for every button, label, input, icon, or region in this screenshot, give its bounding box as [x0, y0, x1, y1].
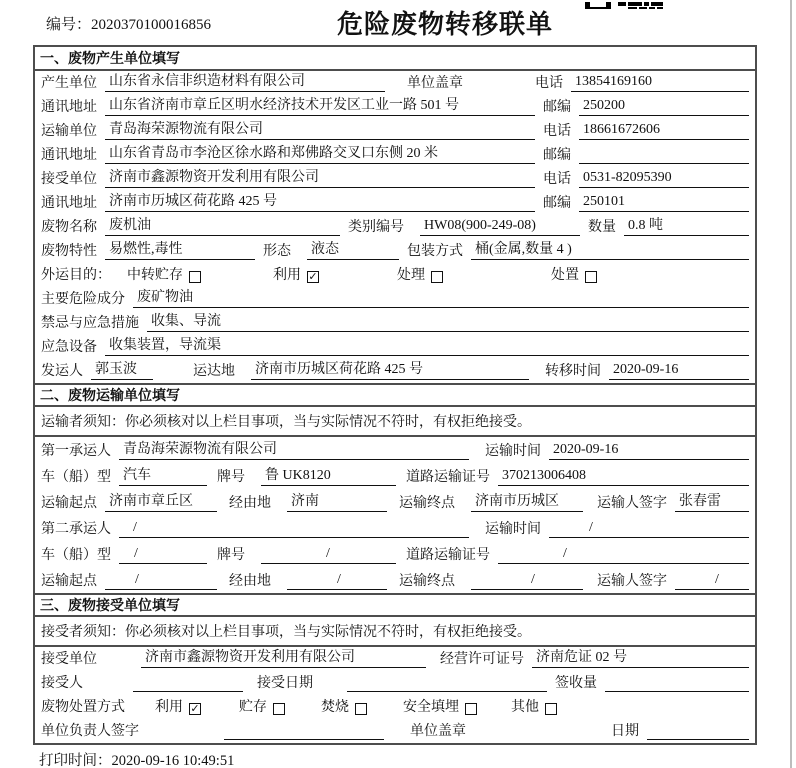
print-time: 打印时间：2020-09-16 10:49:51: [39, 753, 235, 768]
form-row: [35, 239, 755, 263]
checkbox-group: [397, 266, 443, 285]
field-value: 0531-82095390: [579, 168, 749, 188]
field-label: 应急设备: [41, 340, 97, 355]
field-value: 济南市章丘区: [105, 492, 217, 512]
field-blank-underline: [647, 739, 749, 740]
form-table: [33, 45, 757, 745]
field-label: 第二承运人: [41, 522, 111, 537]
field-label: 通讯地址: [41, 100, 97, 115]
checkbox-label: 中转贮存: [127, 268, 183, 283]
checkbox-unchecked-icon: [465, 703, 477, 715]
field-value: 青岛海荣源物流有限公司: [105, 120, 535, 140]
field-label: 牌号: [217, 548, 245, 563]
field-label: 单位负责人签字: [41, 724, 139, 739]
checkbox-label: 利用: [155, 700, 183, 715]
field-label: 签收量: [555, 676, 597, 691]
field-value: 易燃性,毒性: [105, 240, 255, 260]
form-row: [35, 695, 755, 719]
field-label: 运输人签字: [597, 574, 667, 589]
notice-text: 接受者须知：你必须核对以上栏目事项，当与实际情况不符时，有权拒绝接受。: [35, 617, 755, 647]
field-label: 运达地: [193, 364, 235, 379]
field-label: 废物特性: [41, 244, 97, 259]
field-value: 济南危证 02 号: [532, 648, 749, 668]
checkbox-label: 其他: [511, 700, 539, 715]
qr-code-fragment-icon: [585, 0, 663, 9]
form-row: [35, 515, 755, 541]
field-label: 经营许可证号: [440, 652, 524, 667]
field-value: 鲁 UK8120: [261, 466, 396, 486]
field-value: 收集装置，导流渠: [105, 336, 749, 356]
field-value: /: [119, 518, 469, 538]
field-label: 数量: [588, 220, 616, 235]
field-label: 产生单位: [41, 76, 97, 91]
checkbox-group: [273, 266, 319, 285]
field-value: 13854169160: [571, 72, 749, 92]
field-label: 车（船）型: [41, 470, 111, 485]
form-row: [35, 463, 755, 489]
field-label: 邮编: [543, 196, 571, 211]
field-value: 桶(金属,数量 4 ): [471, 240, 749, 260]
checkbox-checked-icon: ✓: [308, 270, 318, 283]
field-label: 发运人: [41, 364, 83, 379]
form-row: [35, 489, 755, 515]
field-label: 接受单位: [41, 652, 97, 667]
form-row: [35, 647, 755, 671]
field-value: 收集、导流: [147, 312, 749, 332]
field-value: HW08(900-249-08): [420, 216, 580, 236]
field-label: 电话: [543, 124, 571, 139]
form-row: [35, 71, 755, 95]
field-label: 邮编: [543, 148, 571, 163]
field-blank-underline: [605, 691, 749, 692]
field-value: 济南市鑫源物资开发利用有限公司: [141, 648, 426, 668]
field-value: 废矿物油: [133, 288, 749, 308]
section-header: 二、废物运输单位填写: [35, 383, 755, 407]
field-value: 山东省济南市章丘区明水经济技术开发区工业一路 501 号: [105, 96, 535, 116]
field-label: 运输人签字: [597, 496, 667, 511]
field-value: 2020-09-16: [609, 360, 749, 380]
field-label: 接受日期: [257, 676, 313, 691]
form-row: [35, 719, 755, 743]
field-value: 济南市鑫源物资开发利用有限公司: [105, 168, 535, 188]
field-label: 类别编号: [348, 220, 404, 235]
form-row: [35, 215, 755, 239]
form-row: [35, 541, 755, 567]
checkbox-label: 处置: [551, 268, 579, 283]
field-value: 250101: [579, 192, 749, 212]
field-label: 运输终点: [399, 496, 455, 511]
field-value: 18661672606: [579, 120, 749, 140]
form-row: [35, 167, 755, 191]
checkbox-unchecked-icon: [189, 271, 201, 283]
field-label: 电话: [535, 76, 563, 91]
form-row: [35, 191, 755, 215]
field-label: 转移时间: [545, 364, 601, 379]
checkbox-label: 处理: [397, 268, 425, 283]
field-value: 张春雷: [675, 492, 749, 512]
field-label: 包装方式: [407, 244, 463, 259]
notice-text: 运输者须知：你必须核对以上栏目事项，当与实际情况不符时，有权拒绝接受。: [35, 407, 755, 437]
field-value: 汽车: [119, 466, 207, 486]
field-value: 液态: [307, 240, 399, 260]
field-label: 废物处置方式: [41, 700, 125, 715]
field-label: 第一承运人: [41, 444, 111, 459]
field-blank-underline: [579, 163, 749, 164]
field-label: 形态: [263, 244, 291, 259]
field-value: 济南: [287, 492, 387, 512]
field-label: 运输时间: [485, 522, 541, 537]
checkbox-group: [403, 698, 477, 717]
section-header: 一、废物产生单位填写: [35, 47, 755, 71]
field-value: /: [471, 570, 583, 590]
field-label: 通讯地址: [41, 196, 97, 211]
checkbox-label: 贮存: [239, 700, 267, 715]
field-label: 废物名称: [41, 220, 97, 235]
doc-number-label: 编号：: [46, 17, 92, 33]
field-label: 运输单位: [41, 124, 97, 139]
checkbox-group: [551, 266, 597, 285]
field-label: 禁忌与应急措施: [41, 316, 139, 331]
field-label: 接受人: [41, 676, 83, 691]
form-row: [35, 287, 755, 311]
field-label: 运输终点: [399, 574, 455, 589]
field-value: 370213006408: [498, 466, 749, 486]
field-value: /: [119, 544, 207, 564]
field-value: 济南市历城区荷花路 425 号: [105, 192, 535, 212]
field-value: 济南市历城区荷花路 425 号: [251, 360, 529, 380]
checkbox-label: 利用: [273, 268, 301, 283]
form-row: [35, 567, 755, 593]
field-label: 单位盖章: [407, 76, 463, 91]
field-label: 牌号: [217, 470, 245, 485]
checkbox-group: [155, 698, 201, 717]
form-row: [35, 359, 755, 383]
field-blank-underline: [347, 691, 547, 692]
field-label: 日期: [611, 724, 639, 739]
field-blank-underline: [224, 739, 384, 740]
checkbox-unchecked-icon: [585, 271, 597, 283]
checkbox-group: [239, 698, 285, 717]
form-row: [35, 335, 755, 359]
field-label: 通讯地址: [41, 148, 97, 163]
page-title: 危险废物转移联单: [336, 10, 553, 40]
form-row: [35, 311, 755, 335]
doc-number-value: 2020370100016856: [91, 17, 212, 33]
field-value: 济南市历城区: [471, 492, 583, 512]
checkbox-unchecked-icon: [431, 271, 443, 283]
field-label: 经由地: [229, 574, 271, 589]
field-value: 废机油: [105, 216, 340, 236]
field-value: 山东省青岛市李沧区徐水路和郑佛路交叉口东侧 20 米: [105, 144, 535, 164]
field-value: 2020-09-16: [549, 440, 749, 460]
checkbox-group: [321, 698, 367, 717]
checkbox-unchecked-icon: [545, 703, 557, 715]
checkbox-unchecked-icon: [273, 703, 285, 715]
form-row: [35, 143, 755, 167]
field-label: 接受单位: [41, 172, 97, 187]
field-label: 电话: [543, 172, 571, 187]
field-label: 道路运输证号: [406, 470, 490, 485]
form-row: [35, 263, 755, 287]
checkbox-checked-icon: ✓: [190, 702, 200, 715]
field-value: /: [498, 544, 749, 564]
field-value: 0.8 吨: [624, 216, 749, 236]
field-label: 运输起点: [41, 574, 97, 589]
checkbox-label: 焚烧: [321, 700, 349, 715]
field-blank-underline: [133, 691, 243, 692]
field-label: 外运目的：: [41, 268, 111, 283]
form-row: [35, 119, 755, 143]
field-label: 车（船）型: [41, 548, 111, 563]
form-row: [35, 95, 755, 119]
field-value: /: [287, 570, 387, 590]
field-value: 山东省永信非织造材料有限公司: [105, 72, 385, 92]
field-value: /: [549, 518, 749, 538]
field-label: 单位盖章: [410, 724, 466, 739]
field-label: 运输起点: [41, 496, 97, 511]
field-label: 道路运输证号: [406, 548, 490, 563]
field-label: 经由地: [229, 496, 271, 511]
field-value: 青岛海荣源物流有限公司: [119, 440, 469, 460]
field-value: /: [675, 570, 749, 590]
field-value: /: [261, 544, 396, 564]
field-value: /: [105, 570, 217, 590]
checkbox-group: [511, 698, 557, 717]
form-row: [35, 671, 755, 695]
checkbox-unchecked-icon: [355, 703, 367, 715]
section-header: 三、废物接受单位填写: [35, 593, 755, 617]
form-row: [35, 437, 755, 463]
field-label: 运输时间: [485, 444, 541, 459]
checkbox-label: 安全填埋: [403, 700, 459, 715]
field-label: 邮编: [543, 100, 571, 115]
field-label: 主要危险成分: [41, 292, 125, 307]
field-value: 250200: [579, 96, 749, 116]
field-value: 郭玉波: [91, 360, 153, 380]
checkbox-group: [127, 266, 201, 285]
page-edge-line: [790, 0, 792, 768]
